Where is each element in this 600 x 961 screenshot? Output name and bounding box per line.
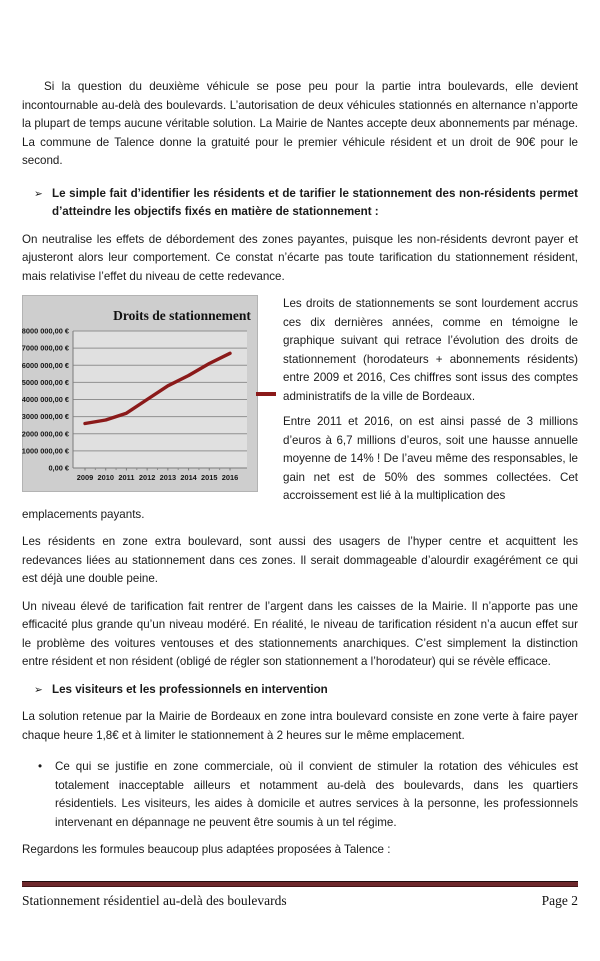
paragraph-continuation: emplacements payants. <box>22 507 145 521</box>
svg-text:2015: 2015 <box>201 473 218 482</box>
svg-text:2000 000,00 €: 2000 000,00 € <box>22 429 69 439</box>
page-number: Page 2 <box>541 893 578 908</box>
arrow-bullet-icon: ➢ <box>34 683 43 696</box>
footer-document-title: Stationnement résidentiel au-delà des boulevards <box>22 893 287 908</box>
svg-text:1000 000,00 €: 1000 000,00 € <box>22 446 69 456</box>
paragraph-intro: Si la question du deuxième véhicule se pose peu pour la partie intra boulevards, elle devient incontournable au-delà des boulevards. L’autorisation de deux véhicules stationnés en alternance n’apporte la plupart de temps aucune véritable solution. La Mairie de Nantes accepte deux abonnements par ménage. La commune de Talence donne la gratuité pour le premier véhicule résident et un droit de 90€ pour le second. <box>22 80 578 167</box>
page-footer <box>22 881 578 911</box>
svg-text:2011: 2011 <box>118 473 135 482</box>
paragraph-neutralise: On neutralise les effets de débordement des zones payantes, puisque les non-résidents devront payer et ajusteront alors leur comportement. Ce constat n’écarte pas toute tarification du stationnement résident, mais relativise l’effet du niveau de cette redevance. <box>22 232 578 283</box>
svg-text:2012: 2012 <box>138 473 156 482</box>
svg-text:3000 000,00 €: 3000 000,00 € <box>22 412 69 422</box>
arrow-bullet-text: Les visiteurs et les professionnels en intervention <box>52 682 328 696</box>
chart-and-sidetext-row <box>22 295 578 506</box>
svg-text:0,00 €: 0,00 € <box>48 463 69 473</box>
svg-text:8000 000,00 €: 8000 000,00 € <box>22 326 69 336</box>
svg-text:6000 000,00 €: 6000 000,00 € <box>22 360 69 370</box>
arrow-bullet-text: Le simple fait d’identifier les résidents et de tarifier le stationnement des non-résidents permet d’atteindre les objectifs fixés en matière de stationnement : <box>52 186 578 218</box>
parking-fees-chart-svg <box>22 295 258 492</box>
arrow-bullet-residents <box>22 185 578 222</box>
svg-text:2016: 2016 <box>221 473 239 482</box>
svg-text:2014: 2014 <box>180 473 197 482</box>
svg-text:2009: 2009 <box>76 473 94 482</box>
parking-fees-chart <box>22 295 258 492</box>
paragraph-solution-bordeaux: La solution retenue par la Mairie de Bordeaux en zone intra boulevard consiste en zone verte à faire payer chaque heure 1,8€ et à limiter le stationnement à 2 heures sur le même emplacement. <box>22 710 578 742</box>
series-legend-dash-icon <box>256 392 276 396</box>
arrow-bullet-visiteurs <box>22 681 578 700</box>
paragraph-entre-2011-2016: Entre 2011 et 2016, on est ainsi passé de 3 millions d’euros à 6,7 millions d’euros, soit une hausse annuelle moyenne de 14% ! De l’aveu même des responsables, le gain net est de 50% des sommes collectées. Cet accroissement est lié à la multiplication des <box>283 415 578 502</box>
arrow-bullet-icon: ➢ <box>34 187 43 200</box>
chart-side-text-column <box>283 295 578 506</box>
svg-text:Droits de stationnement: Droits de stationnement <box>113 308 251 323</box>
paragraph-residents-extra: Les résidents en zone extra boulevard, sont aussi des usagers de l’hyper centre et acquittent les redevances liées au stationnement dans ces zones. Il serait dommageable d’alourdir exagérément ce qui est déjà une double peine. <box>22 535 578 585</box>
dot-bullet-text: Ce qui se justifie en zone commerciale, où il convient de stimuler la rotation des véhicules est totalement inacceptable ailleurs et notamment au-delà des boulevards, dans les quartiers résidentiels. Les visiteurs, les aides à domicile et autres services à la personne, les professionnels intervenant en dépannage ne peuvent être soumis à un tel régime. <box>55 760 578 829</box>
dot-bullet-zone-commerciale <box>22 758 578 832</box>
svg-text:7000 000,00 €: 7000 000,00 € <box>22 343 69 353</box>
svg-text:2010: 2010 <box>97 473 114 482</box>
svg-text:4000 000,00 €: 4000 000,00 € <box>22 395 69 405</box>
paragraph-niveau-tarification: Un niveau élevé de tarification fait rentrer de l’argent dans les caisses de la Mairie. Il n’apporte pas une efficacité plus grande qu’un niveau modéré. En réalité, le niveau de tarification résident n’a aucun effet sur le problème des voitures ventouses et des stationnements anarchiques. C’est simplement la distinction entre résident et non résident (obligé de régler son stationnement a l’horodateur) qui se révèle efficace. <box>22 599 578 668</box>
svg-text:5000 000,00 €: 5000 000,00 € <box>22 377 69 387</box>
svg-text:2013: 2013 <box>159 473 177 482</box>
paragraph-droits-accrus: Les droits de stationnements se sont lourdement accrus ces dix dernières années, comme en témoigne le graphique suivant qui retrace l’évolution des droits de stationnement (horodateurs + abonnements résidents) entre 2009 et 2016, Ces chiffres sont issus des comptes administratifs de la ville de Bordeaux. <box>283 297 578 403</box>
paragraph-regardons: Regardons les formules beaucoup plus adaptées proposées à Talence : <box>22 843 391 856</box>
dot-bullet-icon: • <box>38 760 43 773</box>
